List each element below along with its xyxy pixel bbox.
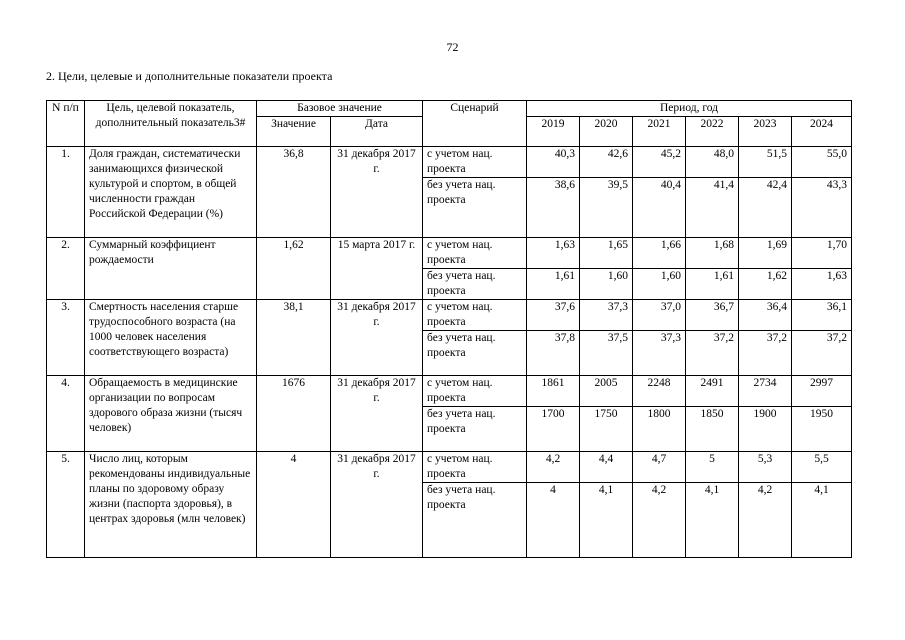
scenario-label: без учета нац. проекта [423, 483, 527, 558]
period-value: 37,8 [527, 331, 580, 376]
period-value: 4,2 [527, 452, 580, 483]
period-value: 4,4 [580, 452, 633, 483]
period-value: 36,7 [686, 300, 739, 331]
scenario-label: с учетом нац. проекта [423, 147, 527, 178]
indicator-name: Число лиц, которым рекомендованы индивидуальные планы по здоровому образу жизни (паспорта здоровья), в центрах здоровья (млн человек) [85, 452, 257, 558]
header-base: Базовое значение [257, 101, 423, 117]
header-year: 2024 [792, 117, 852, 147]
period-value: 1,65 [580, 238, 633, 269]
period-value: 1,63 [527, 238, 580, 269]
base-value: 1,62 [257, 238, 331, 300]
period-value: 42,6 [580, 147, 633, 178]
period-value: 36,4 [739, 300, 792, 331]
header-name: Цель, целевой показатель, дополнительный показатель3# [85, 101, 257, 147]
indicator-name: Доля граждан, систематически занимающихся физической культурой и спортом, в общей численности граждан Российской Федерации (%) [85, 147, 257, 238]
scenario-label: с учетом нац. проекта [423, 376, 527, 407]
period-value: 36,1 [792, 300, 852, 331]
header-base-date: Дата [331, 117, 423, 147]
header-period: Период, год [527, 101, 852, 117]
header-base-value: Значение [257, 117, 331, 147]
period-value: 1,61 [686, 269, 739, 300]
period-value: 37,3 [633, 331, 686, 376]
period-value: 1750 [580, 407, 633, 452]
period-value: 2005 [580, 376, 633, 407]
period-value: 4,1 [580, 483, 633, 558]
table-header [47, 101, 852, 147]
period-value: 40,4 [633, 178, 686, 238]
period-value: 1861 [527, 376, 580, 407]
period-value: 4,1 [686, 483, 739, 558]
row-num: 4. [47, 376, 85, 452]
period-value: 1,69 [739, 238, 792, 269]
period-value: 37,2 [792, 331, 852, 376]
header-scenario: Сценарий [423, 101, 527, 147]
row-num: 3. [47, 300, 85, 376]
period-value: 5,5 [792, 452, 852, 483]
period-value: 40,3 [527, 147, 580, 178]
indicator-name: Суммарный коэффициент рождаемости [85, 238, 257, 300]
period-value: 37,6 [527, 300, 580, 331]
base-value: 38,1 [257, 300, 331, 376]
indicator-name: Смертность населения старше трудоспособного возраста (на 1000 человек населения соответствующего возраста) [85, 300, 257, 376]
period-value: 5,3 [739, 452, 792, 483]
period-value: 37,3 [580, 300, 633, 331]
period-value: 1950 [792, 407, 852, 452]
base-value: 4 [257, 452, 331, 558]
indicators-table [46, 100, 852, 558]
header-year: 2022 [686, 117, 739, 147]
table-row [47, 452, 852, 483]
period-value: 1850 [686, 407, 739, 452]
base-date: 31 декабря 2017 г. [331, 147, 423, 238]
row-num: 5. [47, 452, 85, 558]
period-value: 1,60 [633, 269, 686, 300]
header-year: 2023 [739, 117, 792, 147]
period-value: 4,1 [792, 483, 852, 558]
section-title: 2. Цели, целевые и дополнительные показатели проекта [46, 69, 333, 83]
header-year: 2020 [580, 117, 633, 147]
table-row [47, 238, 852, 269]
period-value: 42,4 [739, 178, 792, 238]
period-value: 4,2 [739, 483, 792, 558]
period-value: 4,7 [633, 452, 686, 483]
scenario-label: с учетом нац. проекта [423, 452, 527, 483]
header-year: 2019 [527, 117, 580, 147]
period-value: 55,0 [792, 147, 852, 178]
period-value: 4,2 [633, 483, 686, 558]
period-value: 48,0 [686, 147, 739, 178]
indicator-name: Обращаемость в медицинские организации по вопросам здорового образа жизни (тысяч человек) [85, 376, 257, 452]
period-value: 38,6 [527, 178, 580, 238]
base-date: 31 декабря 2017 г. [331, 376, 423, 452]
period-value: 1,66 [633, 238, 686, 269]
period-value: 2997 [792, 376, 852, 407]
page-number: 72 [446, 40, 459, 54]
period-value: 37,2 [686, 331, 739, 376]
scenario-label: с учетом нац. проекта [423, 238, 527, 269]
period-value: 1,68 [686, 238, 739, 269]
table-row [47, 300, 852, 331]
scenario-label: без учета нац. проекта [423, 331, 527, 376]
table-row [47, 147, 852, 178]
header-year: 2021 [633, 117, 686, 147]
period-value: 1,63 [792, 269, 852, 300]
period-value: 1,70 [792, 238, 852, 269]
period-value: 37,2 [739, 331, 792, 376]
base-value: 1676 [257, 376, 331, 452]
row-num: 1. [47, 147, 85, 238]
period-value: 1,62 [739, 269, 792, 300]
base-date: 15 марта 2017 г. [331, 238, 423, 300]
base-date: 31 декабря 2017 г. [331, 300, 423, 376]
header-num: N п/п [47, 101, 85, 147]
scenario-label: с учетом нац. проекта [423, 300, 527, 331]
period-value: 1,60 [580, 269, 633, 300]
period-value: 1900 [739, 407, 792, 452]
scenario-label: без учета нац. проекта [423, 407, 527, 452]
period-value: 1800 [633, 407, 686, 452]
period-value: 41,4 [686, 178, 739, 238]
period-value: 2734 [739, 376, 792, 407]
period-value: 5 [686, 452, 739, 483]
period-value: 1,61 [527, 269, 580, 300]
row-num: 2. [47, 238, 85, 300]
base-date: 31 декабря 2017 г. [331, 452, 423, 558]
period-value: 45,2 [633, 147, 686, 178]
period-value: 2248 [633, 376, 686, 407]
period-value: 1700 [527, 407, 580, 452]
period-value: 39,5 [580, 178, 633, 238]
scenario-label: без учета нац. проекта [423, 269, 527, 300]
period-value: 37,0 [633, 300, 686, 331]
scenario-label: без учета нац. проекта [423, 178, 527, 238]
period-value: 4 [527, 483, 580, 558]
period-value: 2491 [686, 376, 739, 407]
period-value: 43,3 [792, 178, 852, 238]
period-value: 37,5 [580, 331, 633, 376]
base-value: 36,8 [257, 147, 331, 238]
period-value: 51,5 [739, 147, 792, 178]
table-row [47, 376, 852, 407]
